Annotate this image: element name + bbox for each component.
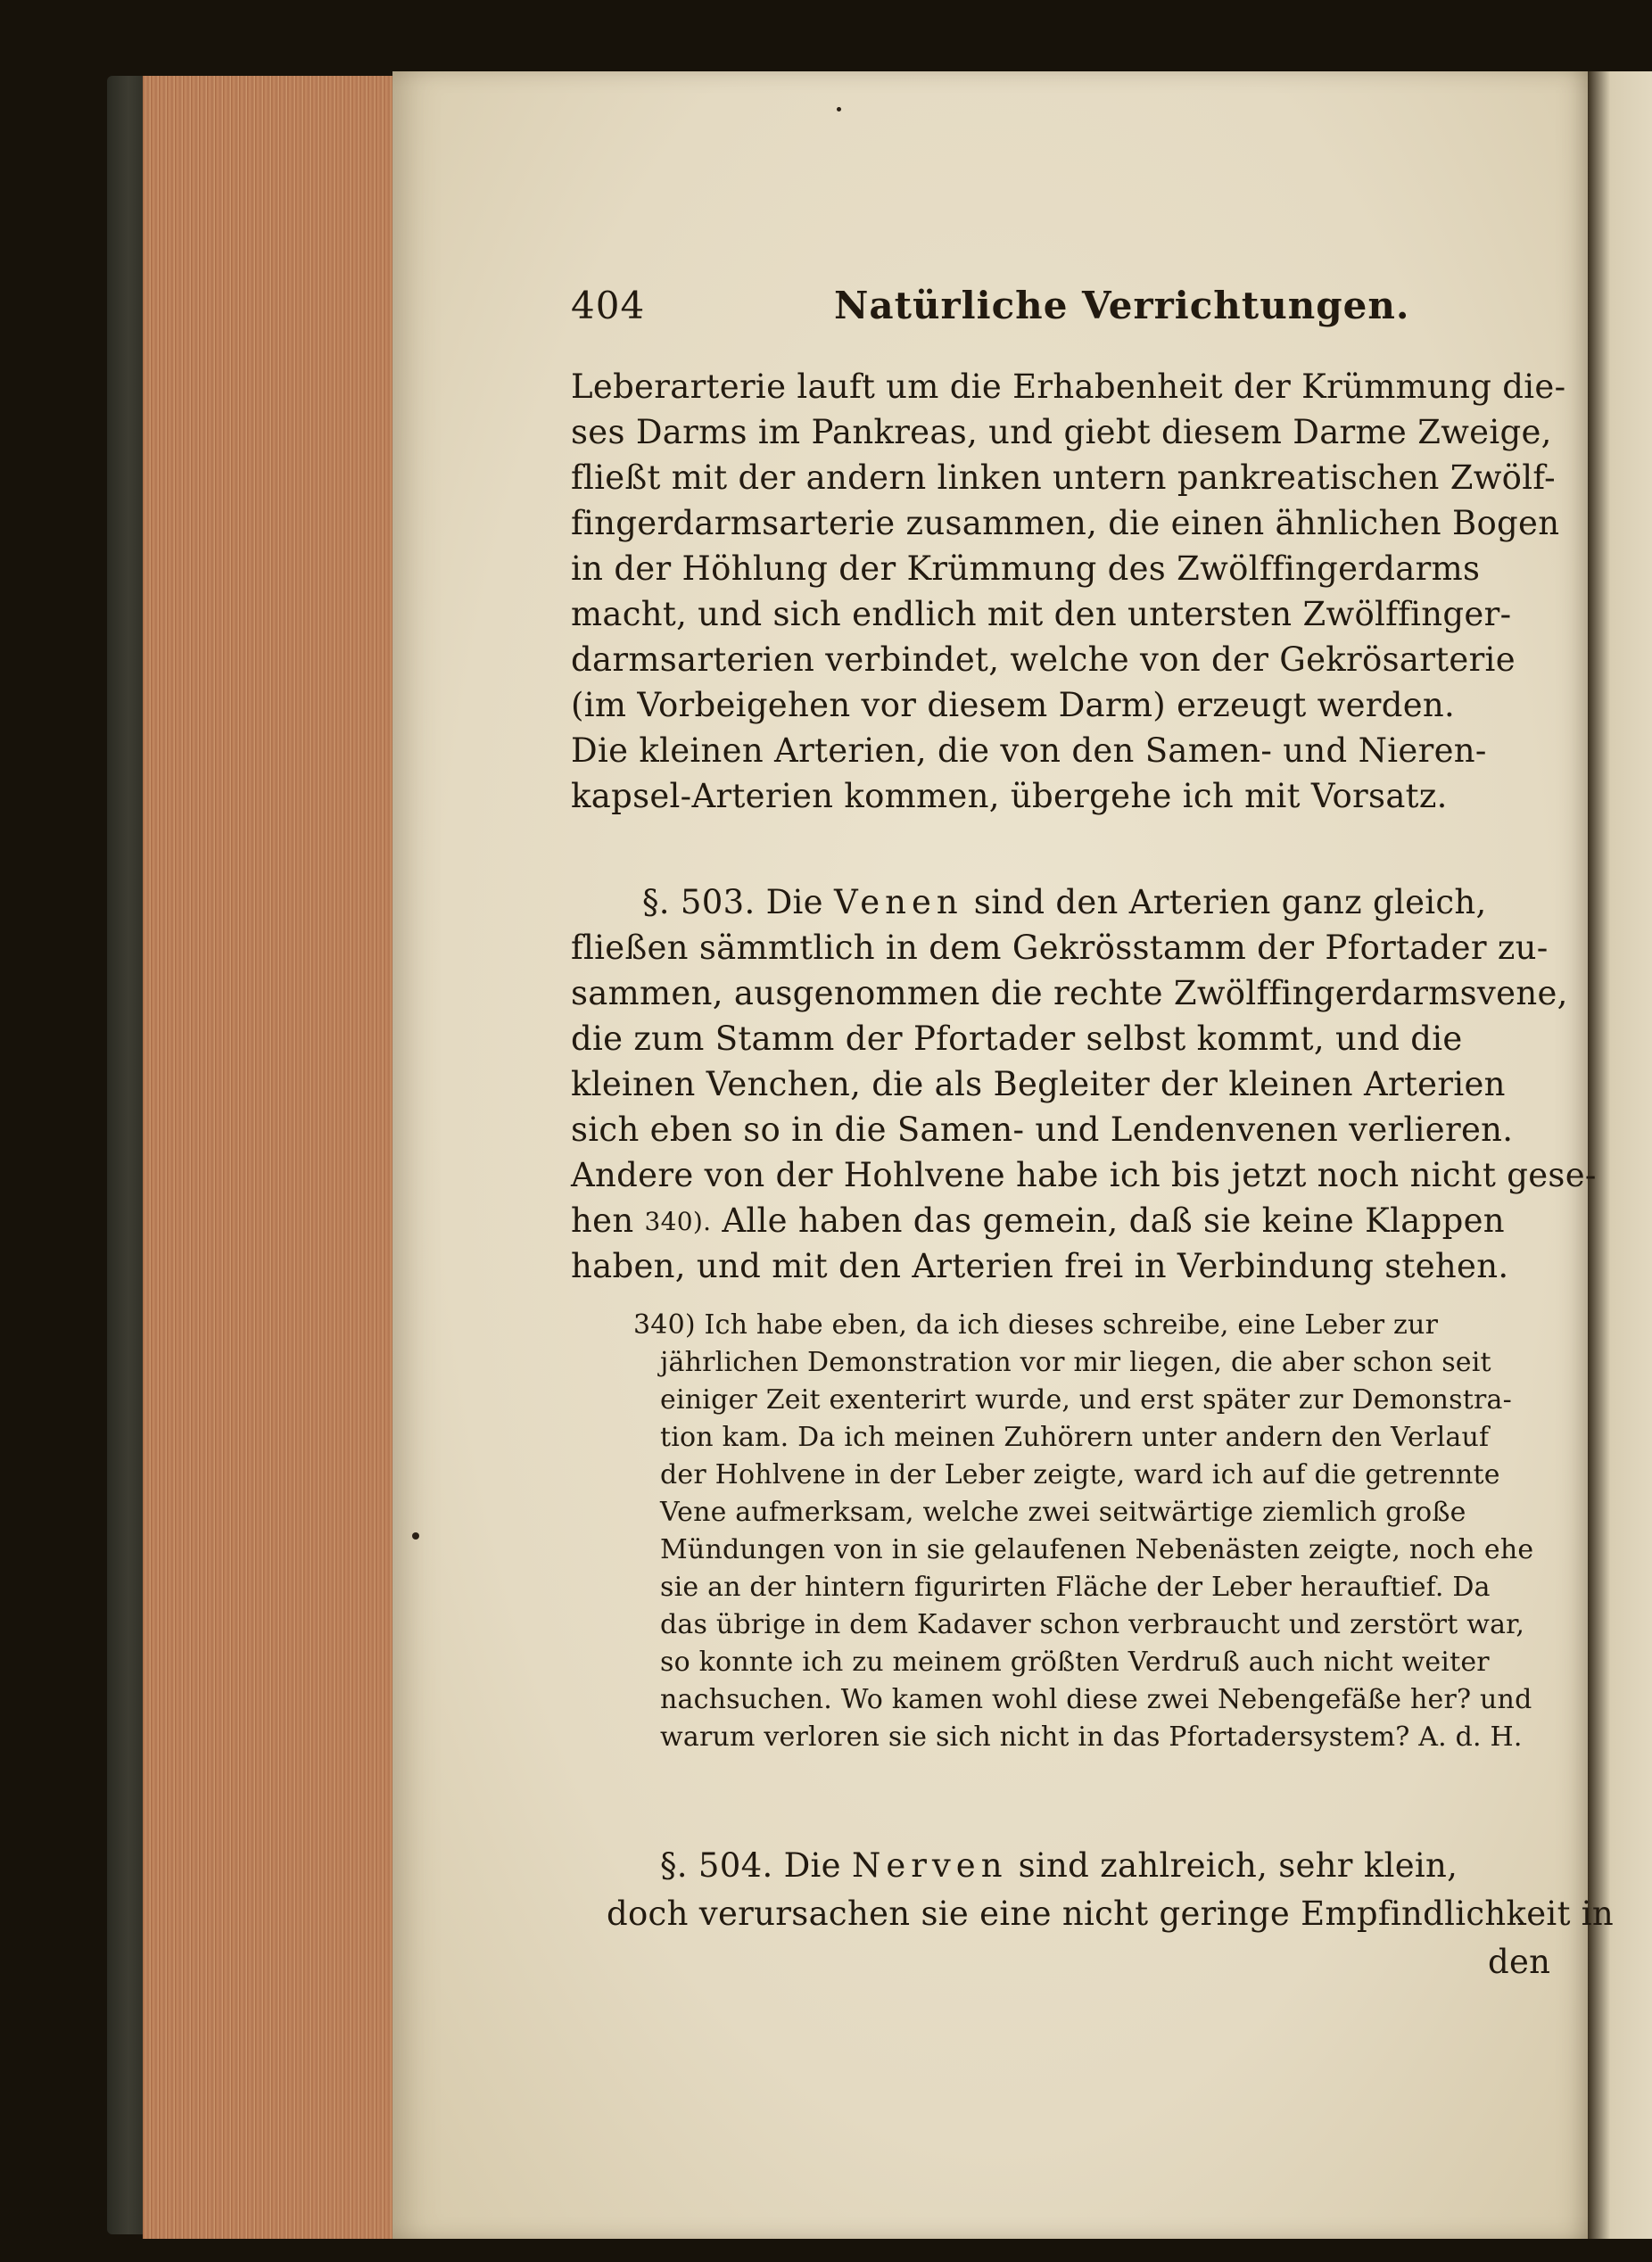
emphasis-word: Nerven — [851, 1846, 1008, 1885]
page-speck — [837, 107, 841, 111]
footnote-line: Vene aufmerksam, welche zwei seitwärtige ziemlich große — [660, 1497, 1466, 1528]
footnote-reference: 340). — [644, 1207, 712, 1236]
text-line: in der Höhlung der Krümmung des Zwölffingerdarms — [571, 549, 1481, 588]
text-line: fließt mit der andern linken untern pankreatischen Zwölf- — [571, 458, 1556, 497]
emphasis-word: Venen — [833, 883, 963, 921]
footnote-label: 340) — [633, 1309, 696, 1341]
text-line: Leberarterie lauft um die Erhabenheit der Krümmung die- — [571, 367, 1566, 406]
text-line: haben, und mit den Arterien frei in Verbindung stehen. — [571, 1247, 1509, 1285]
page-speck — [412, 1532, 419, 1540]
text-line: (im Vorbeigehen vor diesem Darm) erzeugt werden. — [571, 686, 1456, 724]
footnote-line: so konnte ich zu meinem größten Verdruß auch nicht weiter — [660, 1647, 1490, 1678]
footnote-line: Mündungen von in sie gelaufenen Nebenästen zeigte, noch ehe — [660, 1534, 1534, 1565]
text-line: Die kleinen Arterien, die von den Samen- und Nieren- — [571, 731, 1487, 770]
footnote-line: jährlichen Demonstration vor mir liegen, die aber schon seit — [660, 1347, 1491, 1378]
section-label: §. 504. — [660, 1846, 773, 1885]
text-word: Die — [765, 883, 823, 921]
text-fragment: Alle haben das gemein, daß sie keine Klappen — [722, 1201, 1505, 1240]
section-label: §. 503. — [642, 883, 756, 921]
footnote-line: das übrige in dem Kadaver schon verbraucht und zerstört war, — [660, 1609, 1525, 1640]
text-line: ses Darms im Pankreas, und giebt diesem Darme Zweige, — [571, 413, 1552, 451]
text-word: Die — [783, 1846, 841, 1885]
text-line-with-reference — [571, 1201, 1505, 1240]
text-line: Andere von der Hohlvene habe ich bis jetzt noch nicht gese- — [571, 1156, 1597, 1194]
footnote-line: der Hohlvene in der Leber zeigte, ward ich auf die getrennte — [660, 1459, 1500, 1490]
text-line: fließen sämmtlich in dem Gekrösstamm der Pfortader zu- — [571, 929, 1549, 967]
footnote-first-line — [633, 1309, 1438, 1341]
page-block-edges — [143, 76, 405, 2239]
footnote-line: sie an der hintern figurirten Fläche der Leber herauftief. Da — [660, 1572, 1491, 1603]
text-line: sammen, ausgenommen die rechte Zwölffingerdarmsvene, — [571, 974, 1568, 1012]
text-line: sich eben so in die Samen- und Lendenvenen verlieren. — [571, 1110, 1514, 1149]
page-number: 404 — [571, 284, 646, 327]
section-504-first-line — [660, 1846, 1458, 1885]
catchword: den — [1488, 1943, 1551, 1981]
text-fragment: sind zahlreich, sehr klein, — [1018, 1846, 1458, 1885]
footnote-text: Ich habe eben, da ich dieses schreibe, eine Leber zur — [704, 1309, 1439, 1341]
text-line: kleinen Venchen, die als Begleiter der kleinen Arterien — [571, 1065, 1506, 1103]
text-line: fingerdarmsarterie zusammen, die einen ähnlichen Bogen — [571, 504, 1560, 542]
footnote-line: nachsuchen. Wo kamen wohl diese zwei Nebengefäße her? und — [660, 1684, 1532, 1715]
text-line: die zum Stamm der Pfortader selbst kommt, und die — [571, 1020, 1463, 1058]
section-503-first-line — [642, 883, 1487, 921]
footnote-line: tion kam. Da ich meinen Zuhörern unter andern den Verlauf — [660, 1422, 1490, 1453]
text-line: kapsel-Arterien kommen, übergehe ich mit Vorsatz. — [571, 777, 1448, 815]
footnote-line: einiger Zeit exenterirt wurde, und erst später zur Demonstra- — [660, 1384, 1512, 1416]
text-line: darmsarterien verbindet, welche von der Gekrösarterie — [571, 640, 1516, 679]
text-fragment: hen — [571, 1201, 634, 1240]
running-head — [571, 284, 1552, 337]
running-title: Natürliche Verrichtungen. — [834, 284, 1410, 327]
text-line: macht, und sich endlich mit den untersten Zwölffinger- — [571, 595, 1512, 633]
text-line: doch verursachen sie eine nicht geringe Empfindlichkeit in — [607, 1895, 1615, 1933]
text-fragment: sind den Arterien ganz gleich, — [973, 883, 1487, 921]
footnote-line: warum verloren sie sich nicht in das Pfortadersystem? A. d. H. — [660, 1721, 1523, 1753]
